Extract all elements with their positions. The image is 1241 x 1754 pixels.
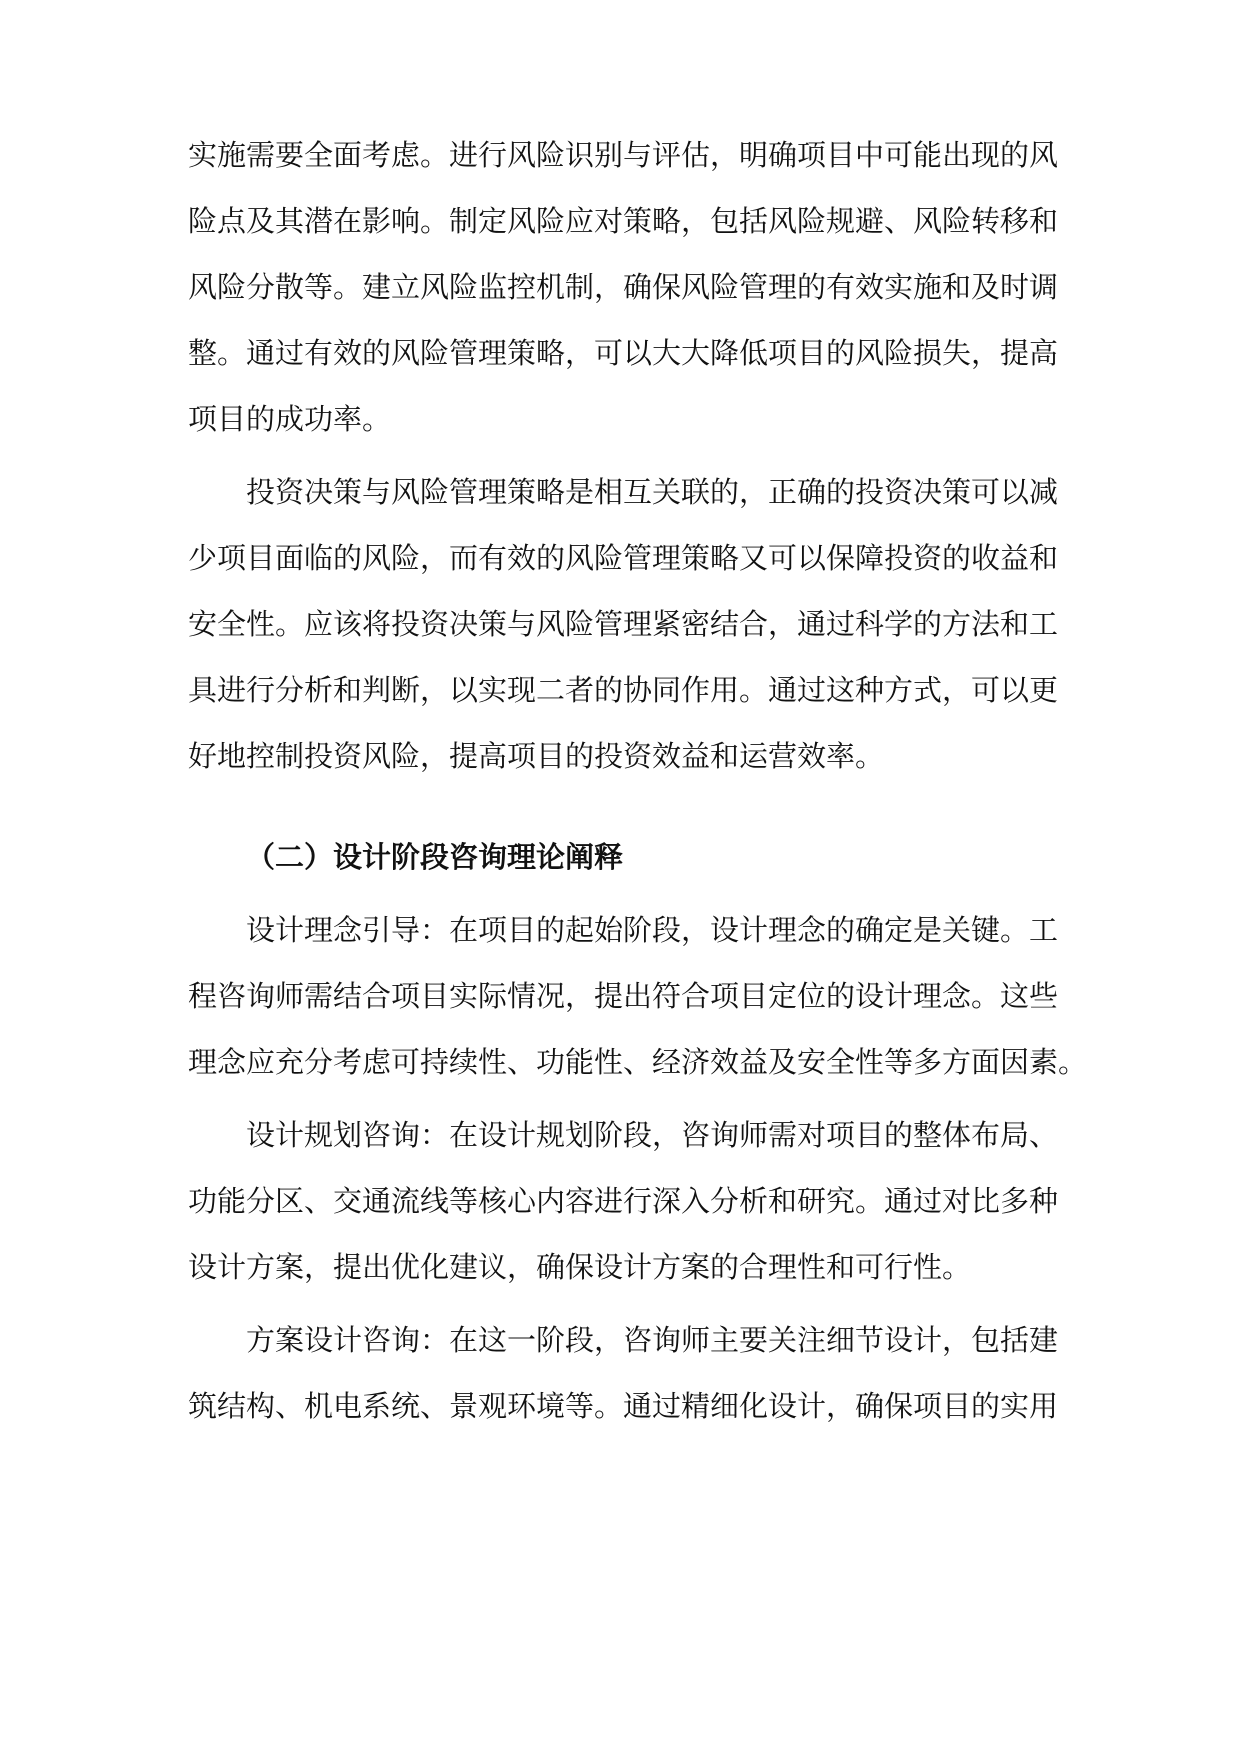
- section-paragraph-3-line-2: 筑结构、机电系统、景观环境等。通过精细化设计，确保项目的实用: [188, 1389, 1059, 1423]
- section-paragraph-2-line-3: 设计方案，提出优化建议，确保设计方案的合理性和可行性。: [188, 1250, 972, 1284]
- paragraph-2-line-1: 投资决策与风险管理策略是相互关联的，正确的投资决策可以减: [246, 475, 1059, 509]
- section-paragraph-1-line-2: 程咨询师需结合项目实际情况，提出符合项目定位的设计理念。这些: [188, 979, 1059, 1013]
- paragraph-1-line-1: 实施需要全面考虑。进行风险识别与评估，明确项目中可能出现的风: [188, 138, 1059, 172]
- paragraph-1-line-3: 风险分散等。建立风险监控机制，确保风险管理的有效实施和及时调: [188, 270, 1059, 304]
- paragraph-2-line-3: 安全性。应该将投资决策与风险管理紧密结合，通过科学的方法和工: [188, 607, 1059, 641]
- section-paragraph-2-line-1: 设计规划咨询：在设计规划阶段，咨询师需对项目的整体布局、: [246, 1118, 1059, 1152]
- paragraph-1-line-5: 项目的成功率。: [188, 402, 392, 436]
- section-paragraph-1-line-1: 设计理念引导：在项目的起始阶段，设计理念的确定是关键。工: [246, 913, 1059, 947]
- paragraph-1-line-2: 险点及其潜在影响。制定风险应对策略，包括风险规避、风险转移和: [188, 204, 1059, 238]
- section-paragraph-3-line-1: 方案设计咨询：在这一阶段，咨询师主要关注细节设计，包括建: [246, 1323, 1059, 1357]
- paragraph-2-line-5: 好地控制投资风险，提高项目的投资效益和运营效率。: [188, 739, 885, 773]
- paragraph-2-line-4: 具进行分析和判断，以实现二者的协同作用。通过这种方式，可以更: [188, 673, 1059, 707]
- section-paragraph-2-line-2: 功能分区、交通流线等核心内容进行深入分析和研究。通过对比多种: [188, 1184, 1059, 1218]
- paragraph-1-line-4: 整。通过有效的风险管理策略，可以大大降低项目的风险损失，提高: [188, 336, 1059, 370]
- paragraph-2-line-2: 少项目面临的风险，而有效的风险管理策略又可以保障投资的收益和: [188, 541, 1059, 575]
- section-heading: （二）设计阶段咨询理论阐释: [246, 840, 624, 874]
- section-paragraph-1-line-3: 理念应充分考虑可持续性、功能性、经济效益及安全性等多方面因素。: [188, 1045, 1088, 1079]
